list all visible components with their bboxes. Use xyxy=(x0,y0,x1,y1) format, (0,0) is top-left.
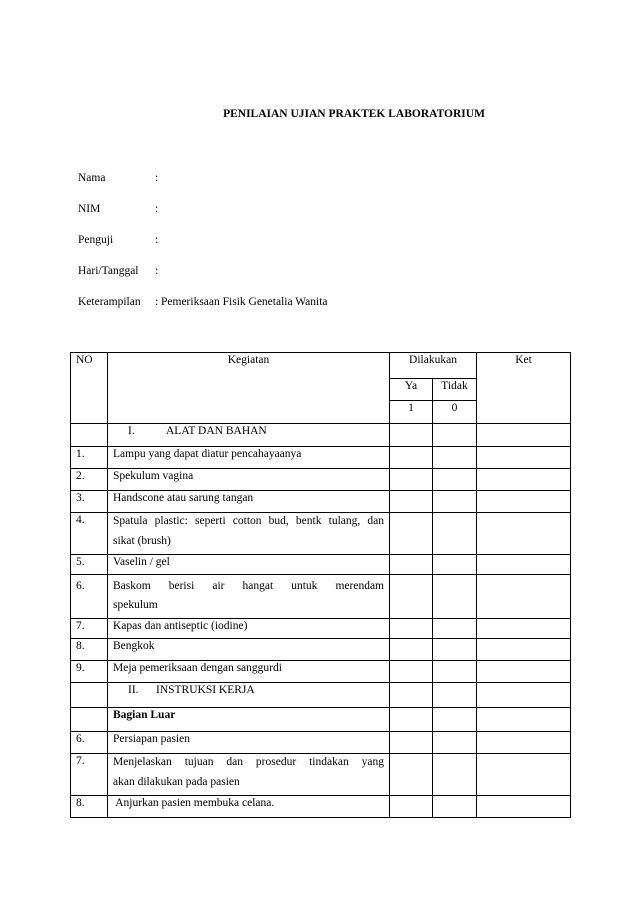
table-row xyxy=(71,447,571,469)
row-activity-line: sikat (brush) xyxy=(113,535,171,547)
table-row xyxy=(71,513,571,555)
cell-tidak[interactable] xyxy=(433,619,477,639)
table-row xyxy=(71,754,571,796)
cell-ket[interactable] xyxy=(477,732,571,754)
info-value: Pemeriksaan Fisik Genetalia Wanita xyxy=(161,296,328,308)
table-row xyxy=(71,469,571,491)
section-title: ALAT DAN BAHAN xyxy=(166,425,267,437)
cell-tidak[interactable] xyxy=(433,575,477,619)
row-activity: Meja pemeriksaan dengan sanggurdi xyxy=(108,661,390,683)
row-activity-line: spekulum xyxy=(113,599,158,611)
subsection-title: Bagian Luar xyxy=(108,708,390,732)
cell-ket[interactable] xyxy=(477,491,571,513)
cell-ya[interactable] xyxy=(390,796,433,818)
cell-tidak[interactable] xyxy=(433,513,477,555)
info-label: NIM xyxy=(78,203,101,215)
section-title: INSTRUKSI KERJA xyxy=(156,684,255,696)
row-activity-line: Menjelaskan tujuan dan prosedur tindakan yang xyxy=(113,756,384,768)
cell-tidak[interactable] xyxy=(433,555,477,575)
cell-ket[interactable] xyxy=(477,575,571,619)
row-number: 7. xyxy=(71,619,108,639)
header-tidak-score: 0 xyxy=(433,401,477,424)
row-number: 4. xyxy=(71,513,108,555)
row-number: 6. xyxy=(71,732,108,754)
header-tidak: Tidak xyxy=(433,379,477,401)
cell-ya[interactable] xyxy=(390,619,433,639)
row-number: 8. xyxy=(71,796,108,818)
page-title: PENILAIAN UJIAN PRAKTEK LABORATORIUM xyxy=(223,108,485,120)
header-dilakukan: Dilakukan xyxy=(390,353,477,379)
row-activity-line: akan dilakukan pada pasien xyxy=(113,776,240,788)
section-number: I. xyxy=(128,425,135,437)
row-number: 9. xyxy=(71,661,108,683)
info-label: Hari/Tanggal xyxy=(78,265,139,277)
row-activity xyxy=(108,754,390,796)
row-activity: Kapas dan antiseptic (iodine) xyxy=(108,619,390,639)
row-activity: Lampu yang dapat diatur pencahayaanya xyxy=(108,447,390,469)
cell-ya[interactable] xyxy=(390,732,433,754)
cell-tidak[interactable] xyxy=(433,639,477,661)
row-number: 5. xyxy=(71,555,108,575)
row-activity: Vaselin / gel xyxy=(108,555,390,575)
cell-ya[interactable] xyxy=(390,513,433,555)
table-row xyxy=(71,661,571,683)
header-no: NO xyxy=(71,353,108,424)
row-activity xyxy=(108,513,390,555)
row-number: 3. xyxy=(71,491,108,513)
row-number: 2. xyxy=(71,469,108,491)
row-activity: Anjurkan pasien membuka celana. xyxy=(108,796,390,818)
cell-ket[interactable] xyxy=(477,619,571,639)
cell-ya[interactable] xyxy=(390,661,433,683)
header-ya-score: 1 xyxy=(390,401,433,424)
row-activity xyxy=(108,575,390,619)
section-label xyxy=(108,424,390,447)
header-kegiatan: Kegiatan xyxy=(108,353,390,424)
cell-ya[interactable] xyxy=(390,639,433,661)
row-activity: Spekulum vagina xyxy=(108,469,390,491)
table-row xyxy=(71,619,571,639)
cell-tidak[interactable] xyxy=(433,661,477,683)
cell-tidak[interactable] xyxy=(433,447,477,469)
cell-ket[interactable] xyxy=(477,639,571,661)
cell-ya[interactable] xyxy=(390,491,433,513)
row-activity: Handscone atau sarung tangan xyxy=(108,491,390,513)
cell-ya[interactable] xyxy=(390,575,433,619)
cell-ket[interactable] xyxy=(477,661,571,683)
section-row-alat xyxy=(71,424,571,447)
section-number: II. xyxy=(128,684,139,696)
table-row xyxy=(71,555,571,575)
info-label: Penguji xyxy=(78,234,114,246)
cell-ket[interactable] xyxy=(477,555,571,575)
cell-ket[interactable] xyxy=(477,754,571,796)
header-ya: Ya xyxy=(390,379,433,401)
cell-ket[interactable] xyxy=(477,447,571,469)
cell-ya[interactable] xyxy=(390,555,433,575)
cell-ket[interactable] xyxy=(477,513,571,555)
header-ket: Ket xyxy=(477,353,571,424)
cell-ya[interactable] xyxy=(390,447,433,469)
row-activity-line: Baskom berisi air hangat untuk merendam xyxy=(113,580,384,592)
row-activity-line: Spatula plastic: seperti cotton bud, bentk tulang, dan xyxy=(113,515,384,527)
info-colon: : xyxy=(155,296,159,308)
subsection-row xyxy=(71,708,571,732)
info-label: Keterampilan xyxy=(78,296,141,308)
table-row xyxy=(71,575,571,619)
table-header-row xyxy=(71,353,571,379)
row-number: 8. xyxy=(71,639,108,661)
cell-tidak[interactable] xyxy=(433,754,477,796)
cell-ket[interactable] xyxy=(477,469,571,491)
row-activity: Persiapan pasien xyxy=(108,732,390,754)
table-row xyxy=(71,732,571,754)
info-colon: : xyxy=(155,172,159,184)
table-row xyxy=(71,796,571,818)
row-number: 1. xyxy=(71,447,108,469)
cell-tidak[interactable] xyxy=(433,796,477,818)
section-label xyxy=(108,683,390,708)
cell-ya[interactable] xyxy=(390,754,433,796)
info-colon: : xyxy=(155,265,159,277)
row-number: 6. xyxy=(71,575,108,619)
info-colon: : xyxy=(155,234,159,246)
table-row xyxy=(71,491,571,513)
info-label: Nama xyxy=(78,172,106,184)
cell-ket[interactable] xyxy=(477,796,571,818)
table-row xyxy=(71,639,571,661)
cell-tidak[interactable] xyxy=(433,469,477,491)
row-activity: Bengkok xyxy=(108,639,390,661)
cell-tidak[interactable] xyxy=(433,732,477,754)
row-number: 7. xyxy=(71,754,108,796)
info-colon: : xyxy=(155,203,159,215)
cell-tidak[interactable] xyxy=(433,491,477,513)
section-row-instruksi xyxy=(71,683,571,708)
assessment-table xyxy=(70,352,571,818)
cell-ya[interactable] xyxy=(390,469,433,491)
